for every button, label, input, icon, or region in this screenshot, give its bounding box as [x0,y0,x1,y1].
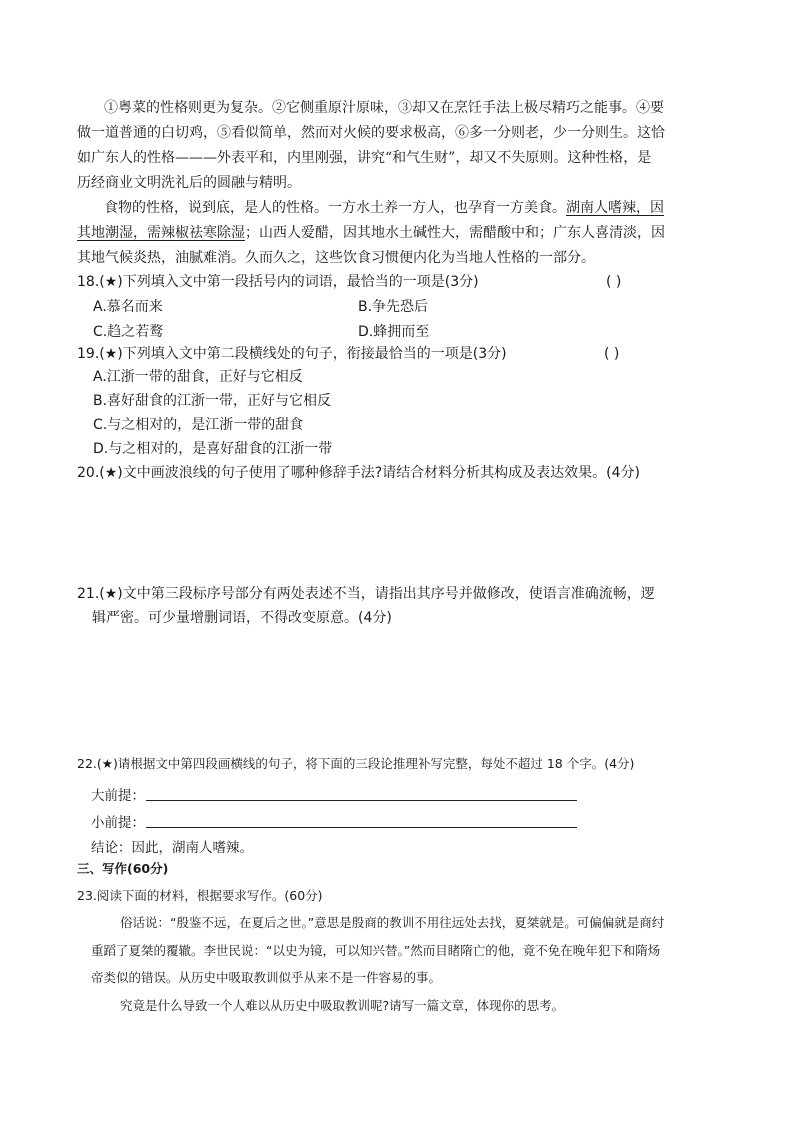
question-19-stem: 19.(★)下列填入文中第二段横线处的句子，衔接最恰当的一项是(3分) [77,346,507,362]
writing-prompt: 究竟是什么导致一个人难以从历史中吸取教训呢?请写一篇文章，体现你的思考。 [120,998,565,1013]
question-22-stem: 22.(★)请根据文中第四段画横线的句子，将下面的三段论推理补写完整，每处不超过 18 个字。(4分) [77,756,635,771]
underlined-sentence: 湖南人嗜辣，因 [566,200,664,216]
passage-line: 历经商业文明洗礼后的圆融与精明。 [77,175,301,191]
option-c: C.与之相对的，是江浙一带的甜食 [93,417,304,433]
passage-text: ；山西人爱醋，因其地水土碱性大，需醋酸中和；广东人喜清淡，因 [245,225,665,241]
answer-blank[interactable]: ( ) [606,274,622,290]
section-heading: 三、写作(60分) [77,861,169,876]
question-20-stem: 20.(★)文中画波浪线的句子使用了哪种修辞手法?请结合材料分析其构成及表达效果。(4分) [77,465,640,481]
option-d: D.与之相对的，是喜好甜食的江浙一带 [93,441,333,457]
material-line: 俗话说：“殷鉴不远，在夏后之世。”意思是殷商的教训不用往远处去找，夏桀就是。可偏偏就是商纣 [120,915,665,930]
option-a: A.慕名而来 [93,299,163,315]
minor-premise-label: 小前提： [91,815,145,831]
material-line: 帝类似的错误。从历史中吸取教训似乎从来不是一件容易的事。 [91,970,442,985]
question-18-stem: 18.(★)下列填入文中第一段括号内的词语，最恰当的一项是(3分) [77,274,479,290]
question-21-stem: 21.(★)文中第三段标序号部分有两处表述不当，请指出其序号并做修改，使语言准确流畅，逻 [77,586,655,602]
major-premise-answer-line[interactable] [146,800,577,801]
option-b: B.喜好甜食的江浙一带，正好与它相反 [93,393,332,409]
option-a: A.江浙一带的甜食，正好与它相反 [93,369,303,385]
major-premise-label: 大前提： [91,788,145,804]
option-b: B.争先恐后 [358,299,429,315]
passage-text: 食物的性格，说到底，是人的性格。一方水土养一方人，也孕育一方美食。 [104,200,566,216]
question-23-stem: 23.阅读下面的材料，根据要求写作。(60分) [77,888,323,903]
question-21-stem-cont: 辑严密。可少量增删词语，不得改变原意。(4分) [92,610,392,626]
passage-line: 其地气候炎热，油腻难消。久而久之，这些饮食习惯便内化为当地人性格的一部分。 [77,250,595,266]
minor-premise-answer-line[interactable] [146,827,577,828]
option-d: D.蜂拥而至 [358,324,430,340]
answer-blank[interactable]: ( ) [604,346,620,362]
passage-line: 做一道普通的白切鸡，⑤看似简单，然而对火候的要求极高，⑥多一分则老，少一分则生。这恰 [77,125,665,141]
material-line: 重蹈了夏桀的覆辙。李世民说：“以史为镜，可以知兴替。”然而目睹隋亡的他，竟不免在晚年犯下和隋炀 [91,943,661,958]
passage-line: ①粤菜的性格则更为复杂。②它侧重原汁原味，③却又在烹饪手法上极尽精巧之能事。④要 [104,100,664,116]
option-c: C.趋之若鹜 [93,324,164,340]
passage-line [104,198,664,218]
passage-line: 如广东人的性格———外表平和，内里刚强，讲究“和气生财”，却又不失原则。这种性格，是 [77,150,652,166]
passage-line [77,223,665,243]
underlined-sentence: 其地潮湿，需辣椒祛寒除湿 [77,225,245,241]
conclusion-text: 结论：因此，湖南人嗜辣。 [91,840,253,856]
